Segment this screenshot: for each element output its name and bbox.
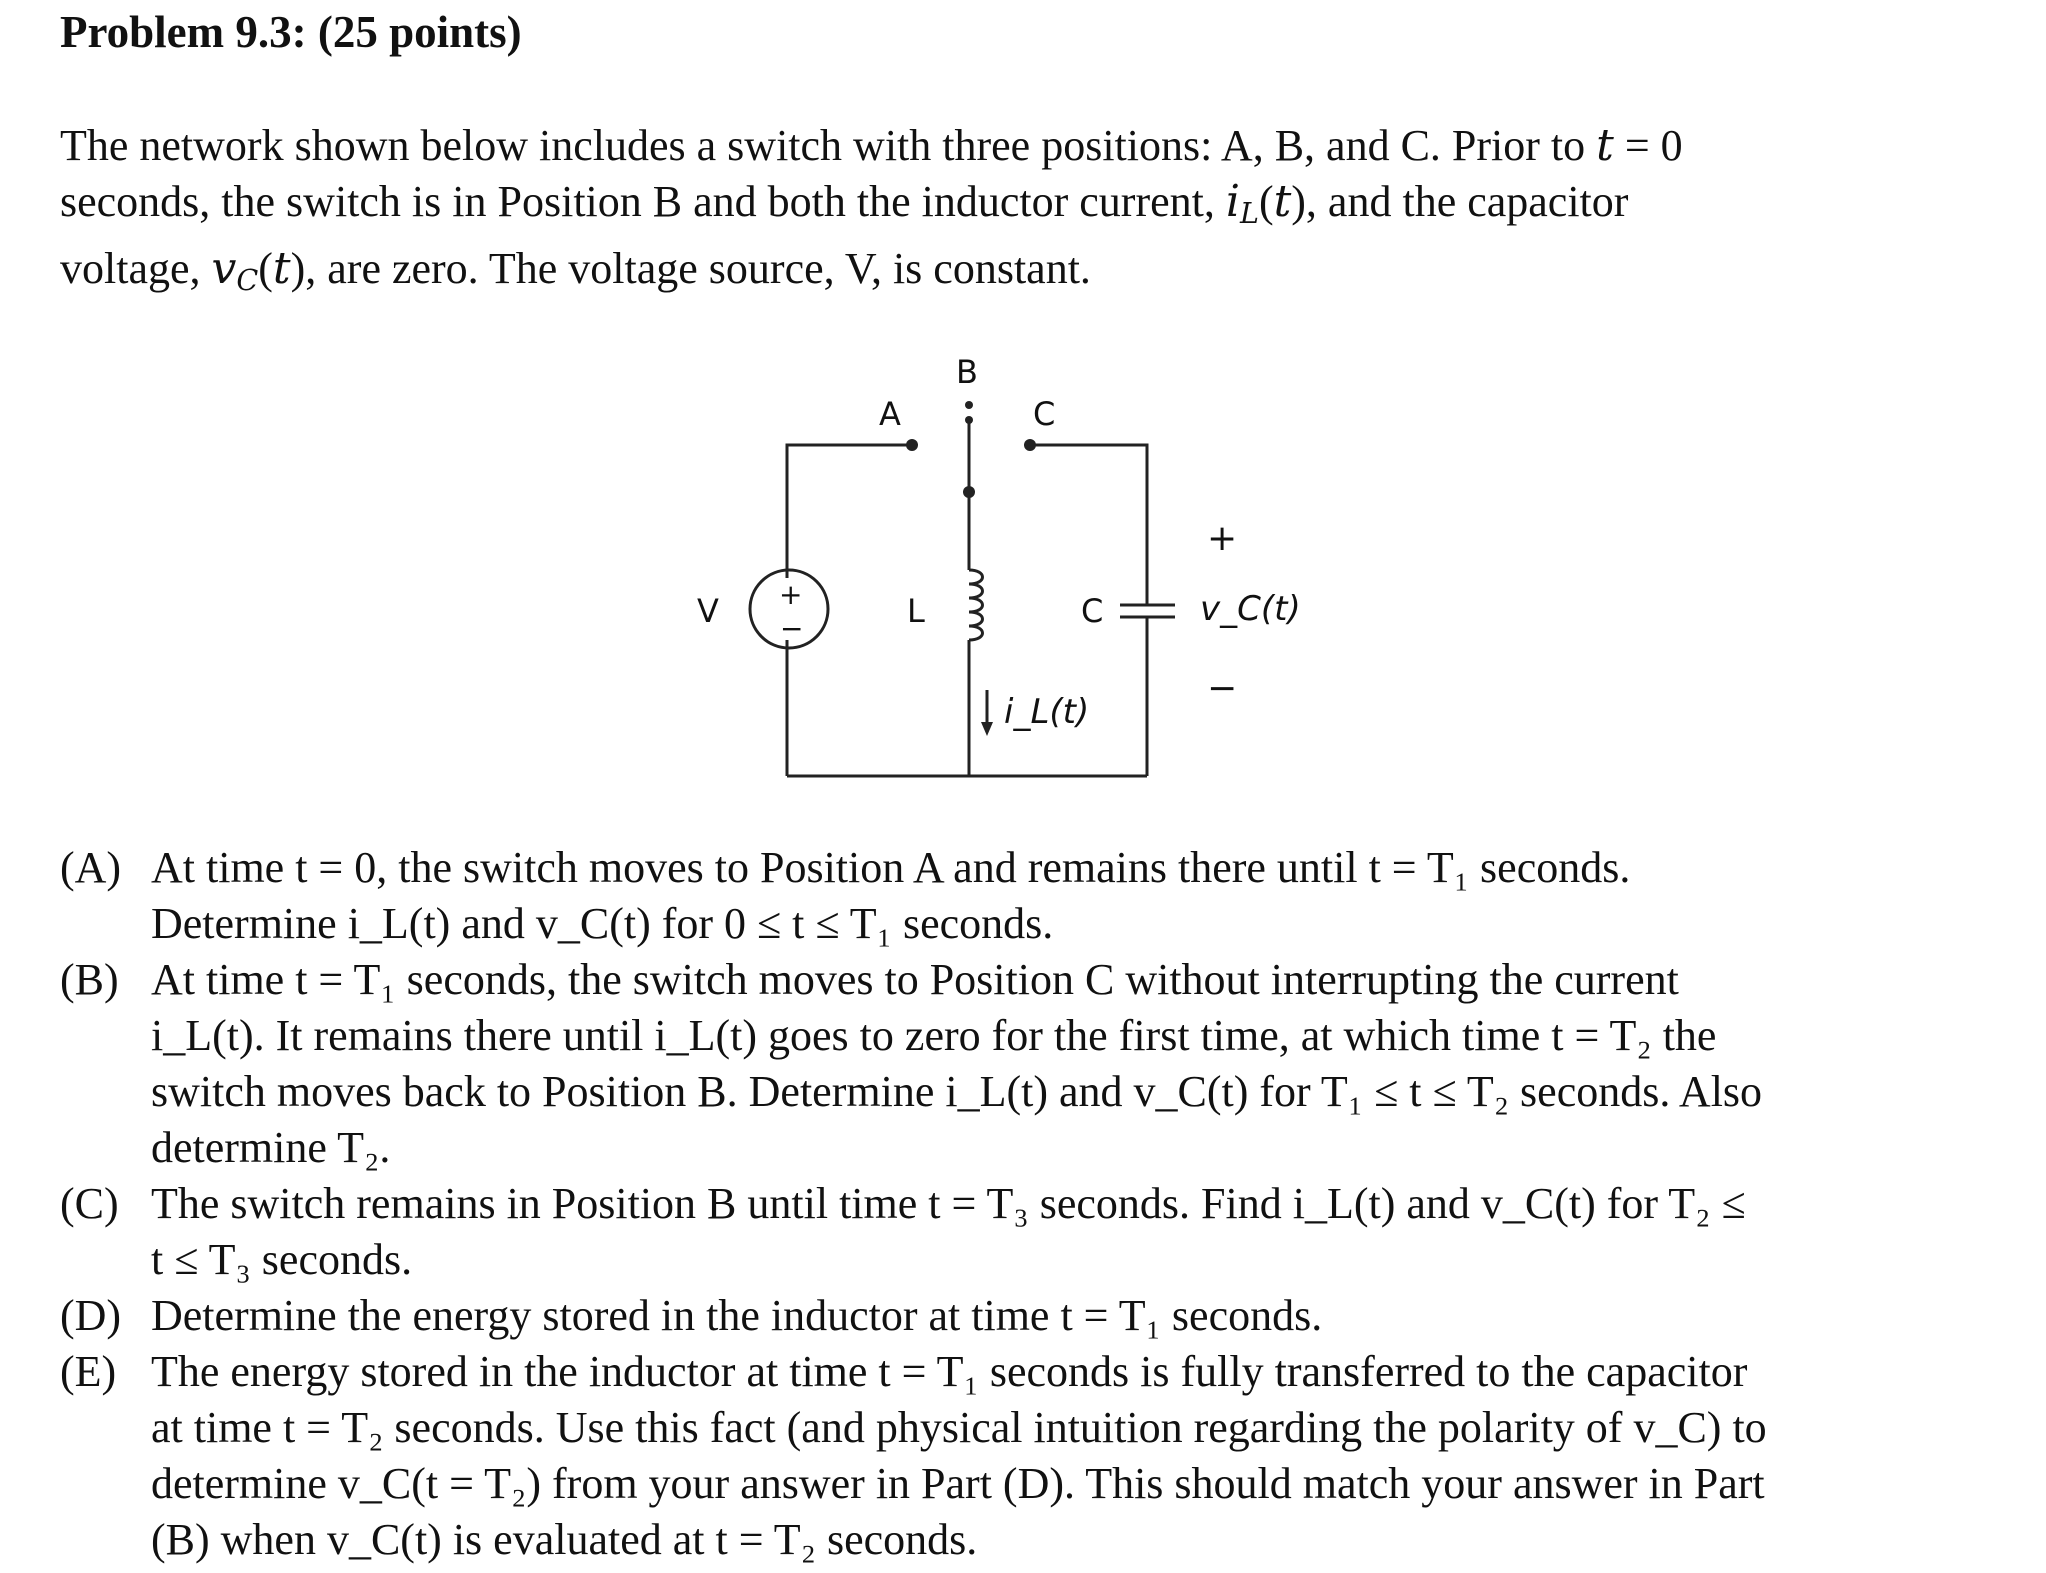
problem-title: Problem 9.3: (25 points) (60, 7, 522, 57)
source-minus: − (780, 612, 804, 645)
part-label: (A) (60, 843, 122, 892)
terminal-c (1024, 439, 1036, 451)
statement-line-1: The network shown below includes a switch with three positions: A, B, and C. Prior to t = 0 (60, 120, 1683, 171)
vc-label: v_C(t) (1200, 589, 1301, 629)
part-label: (D) (60, 1291, 122, 1340)
part-c: (C) The switch remains in Position B until time t = T₃ seconds. Find i_L(t) and v_C(t) for T₂ ≤ t ≤ T₃ seconds. (60, 1176, 2020, 1288)
statement-line-3: voltage, vC(t), are zero. The voltage source, V, is constant. (60, 243, 1091, 298)
source-plus: + (779, 578, 803, 611)
part-d: (D) Determine the energy stored in the inductor at time t = T₁ seconds. (60, 1288, 2020, 1344)
terminal-b (965, 416, 973, 424)
label-v: V (697, 592, 719, 630)
label-capacitor: C (1081, 592, 1104, 630)
wire-right-top (1032, 445, 1147, 605)
problem-parts (60, 840, 2020, 1568)
inductor-coil (969, 570, 983, 640)
statement-line-2: seconds, the switch is in Position B and both the inductor current, iL(t), and the capacitor (60, 176, 1629, 231)
label-b: B (956, 353, 978, 391)
il-label: i_L(t) (1004, 692, 1090, 732)
part-label: (E) (60, 1347, 117, 1396)
terminal-a (906, 439, 918, 451)
part-a: (A) At time t = 0, the switch moves to Position A and remains there until t = T₁ seconds. Determine i_L(t) and v_C(t) for 0 ≤ t ≤ T₁ seconds. (60, 840, 2020, 952)
wire-left-top (787, 445, 917, 578)
label-l: L (907, 592, 925, 630)
switch-pivot (963, 486, 975, 498)
label-c: C (1033, 395, 1056, 433)
vc-plus: + (1207, 518, 1238, 559)
part-e: (E) The energy stored in the inductor at time t = T₁ seconds is fully transferred to the capacitor at time t = T₂ seconds. Use this fact (and physical intuition regarding the polarity of v_C) to determine v_C(t = T₂) from your answer in Part (D). This should match your answer in Part (B) when v_C(t) is evaluated at t = T₂ seconds. (60, 1344, 2020, 1568)
part-b: (B) At time t = T₁ seconds, the switch moves to Position C without interrupting the current i_L(t). It remains there until i_L(t) goes to zero for the first time, at which time t = T₂ the switch moves back to Position B. Determine i_L(t) and v_C(t) for T₁ ≤ t ≤ T₂ seconds. Also determine T₂. (60, 952, 2020, 1176)
current-arrow-head (981, 722, 993, 736)
part-label: (B) (60, 955, 119, 1004)
vc-minus: − (1207, 668, 1238, 709)
label-a: A (879, 395, 901, 433)
part-label: (C) (60, 1179, 119, 1228)
terminal-b-top (965, 401, 973, 409)
